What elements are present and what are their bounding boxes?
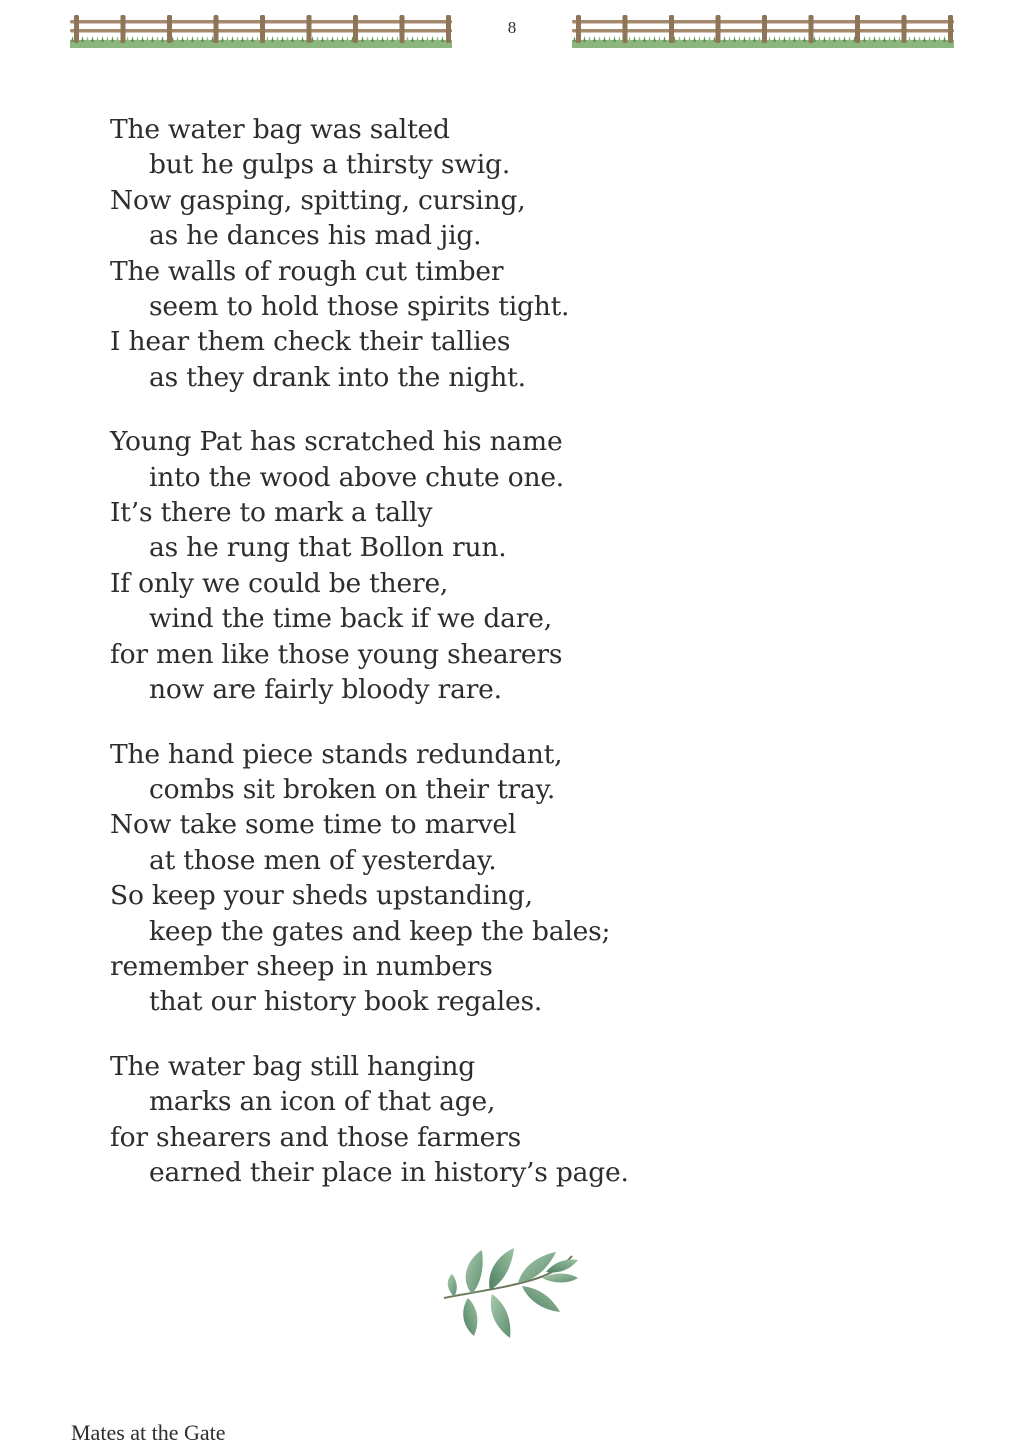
poem-line: Now gasping, spitting, cursing, <box>110 184 526 216</box>
poem-line: marks an icon of that age, <box>149 1086 496 1118</box>
poem-line: into the wood above chute one. <box>149 461 565 493</box>
poem-line: combs sit broken on their tray. <box>149 773 556 805</box>
poem-line: If only we could be there, <box>110 567 449 599</box>
poem-line: at those men of yesterday. <box>149 844 497 876</box>
poem-line: seem to hold those spirits tight. <box>149 291 570 323</box>
poem-line: The water bag still hanging <box>110 1050 476 1082</box>
fence-icon <box>572 12 954 48</box>
stanza <box>110 737 930 1020</box>
stanza <box>110 1049 930 1191</box>
page-number: 8 <box>507 18 517 37</box>
poem-line: for shearers and those farmers <box>110 1121 522 1153</box>
poem-body <box>110 112 930 1219</box>
poem-line: The water bag was salted <box>110 114 450 145</box>
poem-line: So keep your sheds upstanding, <box>110 880 533 912</box>
poem-line: It’s there to mark a tally <box>110 497 433 529</box>
stanza <box>110 424 930 707</box>
poem-line: The walls of rough cut timber <box>110 255 504 287</box>
poem-line: I hear them check their tallies <box>110 326 511 358</box>
poem-line: as they drank into the night. <box>149 361 526 393</box>
poem-line: that our history book regales. <box>149 986 543 1018</box>
poem-line: as he dances his mad jig. <box>149 220 482 252</box>
poem-line: now are fairly bloody rare. <box>149 674 502 706</box>
poem-line: keep the gates and keep the bales; <box>149 915 611 947</box>
poem-line: Now take some time to marvel <box>110 809 517 841</box>
poem-line: earned their place in history’s page. <box>149 1156 629 1188</box>
poem-line: Young Pat has scratched his name <box>110 426 563 458</box>
stanza <box>110 112 930 395</box>
leaf-sprig-icon <box>438 1240 580 1342</box>
book-title-footer: Mates at the Gate <box>71 1420 226 1445</box>
poem-line: for men like those young shearers <box>110 638 563 670</box>
poem-line: but he gulps a thirsty swig. <box>149 149 511 181</box>
poem-line: as he rung that Bollon run. <box>149 532 507 564</box>
poem-line: remember sheep in numbers <box>110 950 493 982</box>
poem-line: wind the time back if we dare, <box>149 603 552 635</box>
poem-line: The hand piece stands redundant, <box>110 738 563 770</box>
